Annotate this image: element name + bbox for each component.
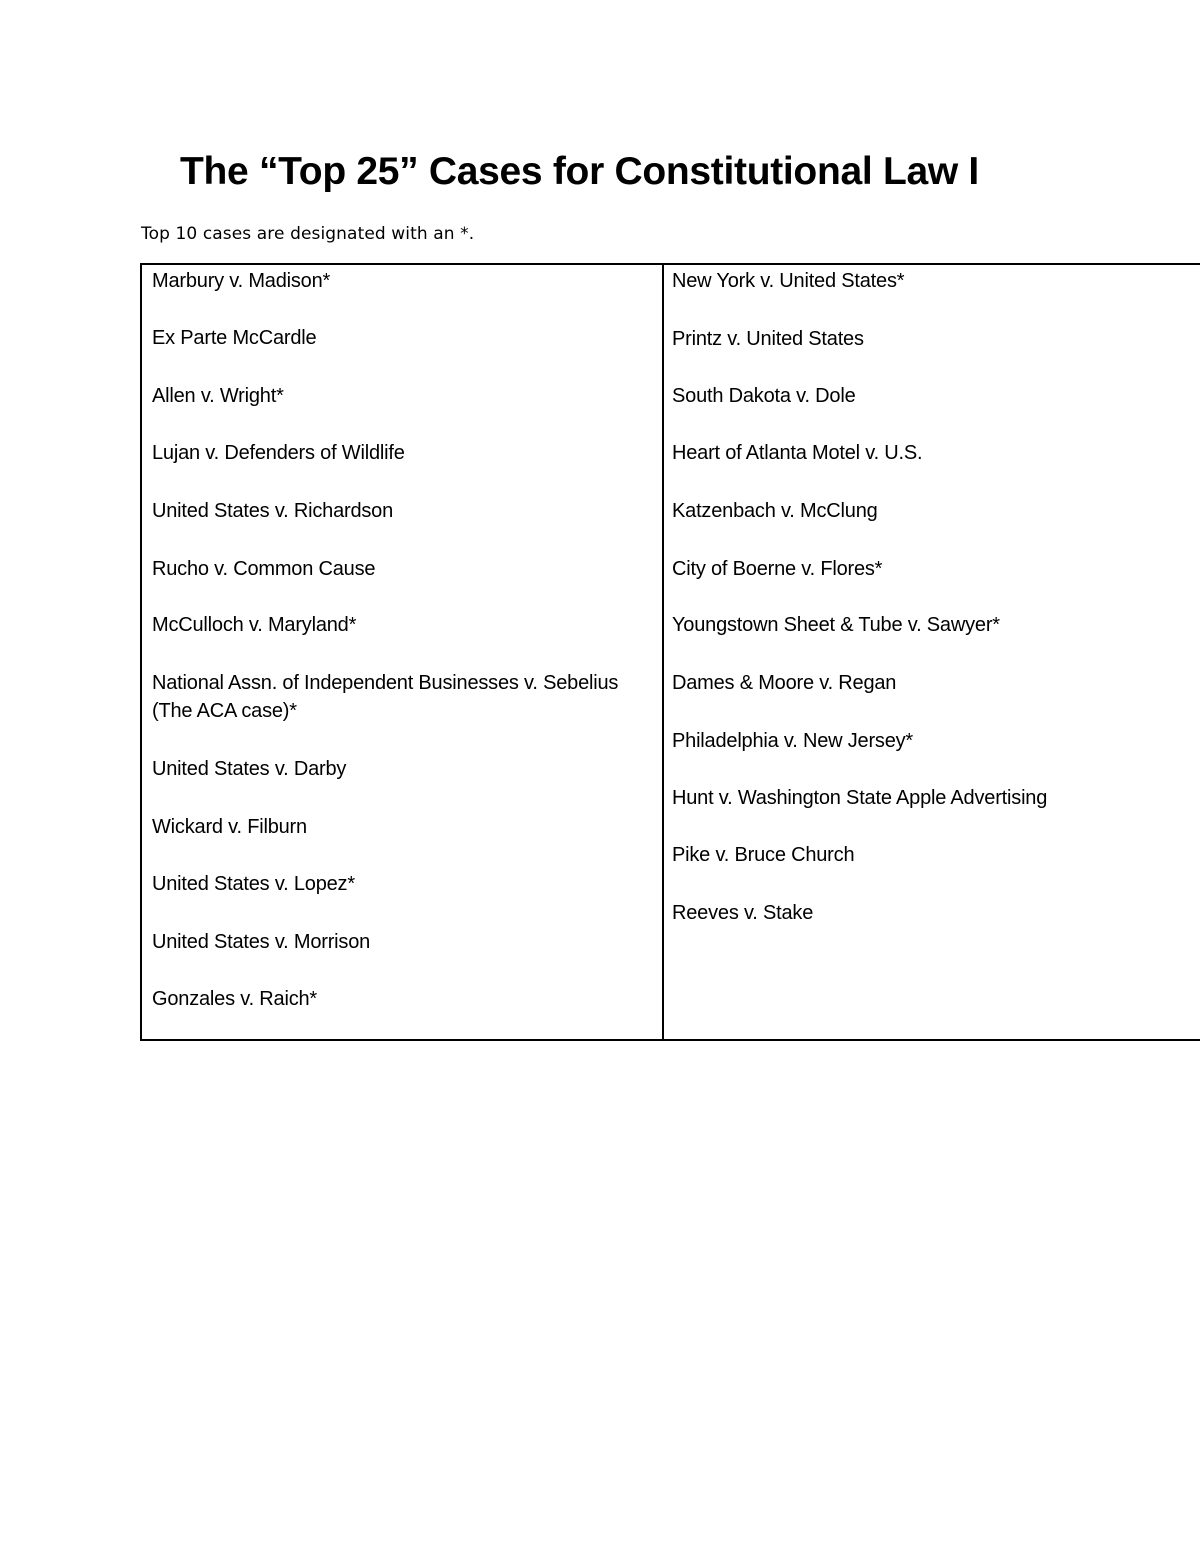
document-subtitle: Top 10 cases are designated with an *. [141, 224, 475, 244]
list-item: Youngstown Sheet & Tube v. Sawyer* [672, 614, 1000, 636]
list-item: Rucho v. Common Cause [152, 558, 376, 580]
list-item: United States v. Lopez* [152, 873, 355, 895]
cases-table [140, 263, 1200, 1041]
list-item: Printz v. United States [672, 328, 864, 350]
list-item: United States v. Morrison [152, 931, 371, 953]
right-column [664, 265, 1200, 1039]
list-item: City of Boerne v. Flores* [672, 558, 883, 580]
list-item: McCulloch v. Maryland* [152, 614, 357, 636]
list-item: South Dakota v. Dole [672, 385, 856, 407]
list-item: Heart of Atlanta Motel v. U.S. [672, 442, 923, 464]
list-item: Allen v. Wright* [152, 385, 284, 407]
list-item: Marbury v. Madison* [152, 270, 331, 292]
list-item: Ex Parte McCardle [152, 327, 317, 349]
list-item: National Assn. of Independent Businesses v. Sebelius (The ACA case)* [152, 672, 619, 722]
list-item: Dames & Moore v. Regan [672, 672, 897, 694]
list-item: Wickard v. Filburn [152, 816, 307, 838]
list-item: United States v. Darby [152, 758, 347, 780]
document-title: The “Top 25” Cases for Constitutional Law I [180, 150, 979, 193]
list-item: Lujan v. Defenders of Wildlife [152, 442, 405, 464]
list-item: Katzenbach v. McClung [672, 500, 878, 522]
left-column [142, 265, 664, 1039]
list-item: Pike v. Bruce Church [672, 844, 855, 866]
list-item: Philadelphia v. New Jersey* [672, 730, 914, 752]
list-item: United States v. Richardson [152, 500, 394, 522]
list-item: Gonzales v. Raich* [152, 988, 317, 1010]
list-item: Hunt v. Washington State Apple Advertising [672, 787, 1048, 809]
list-item: New York v. United States* [672, 270, 905, 292]
list-item: Reeves v. Stake [672, 902, 814, 924]
